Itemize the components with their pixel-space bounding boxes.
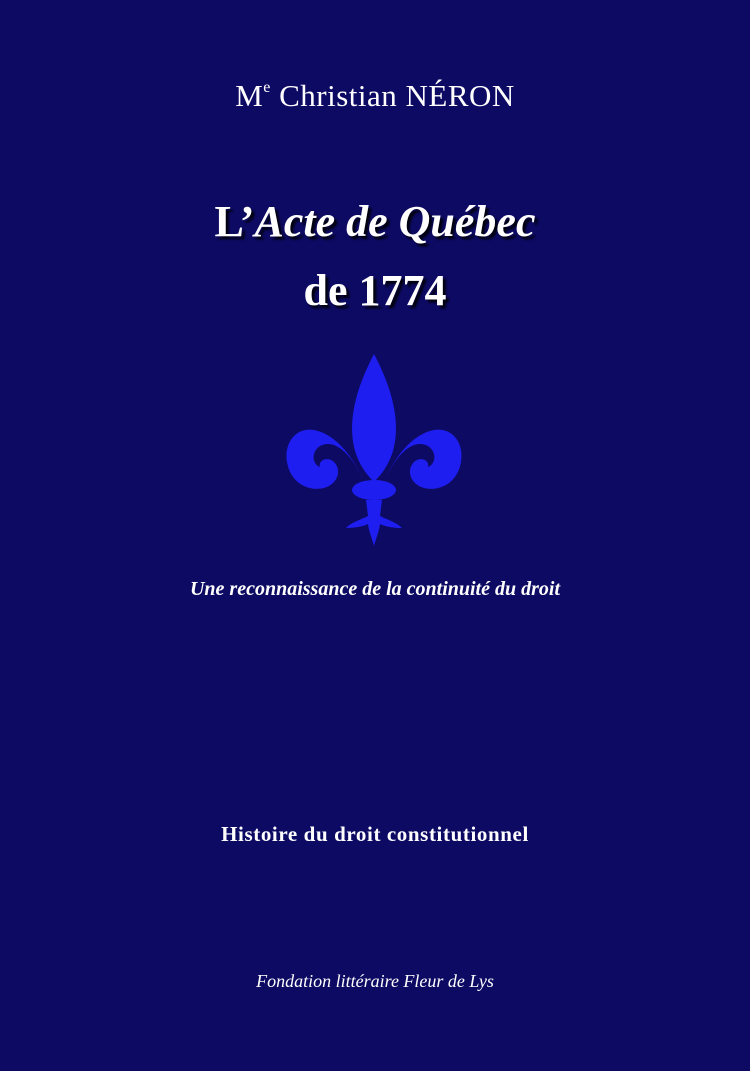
publisher-name: Fondation littéraire Fleur de Lys: [256, 971, 494, 991]
author-name: Christian NÉRON: [270, 78, 515, 113]
author-prefix: M: [235, 78, 264, 113]
author-prefix-superscript: e: [263, 79, 271, 96]
title-prefix: L’: [214, 197, 255, 246]
author-line: [0, 78, 750, 114]
fleur-de-lis-icon: [284, 350, 464, 546]
series-title: Histoire du droit constitutionnel: [221, 822, 529, 846]
book-title: [0, 196, 750, 247]
title-italic: Acte de Québec: [254, 197, 536, 246]
subtitle: Une reconnaissance de la continuité du droit: [189, 578, 561, 600]
title-year-line: de 1774: [303, 266, 447, 315]
